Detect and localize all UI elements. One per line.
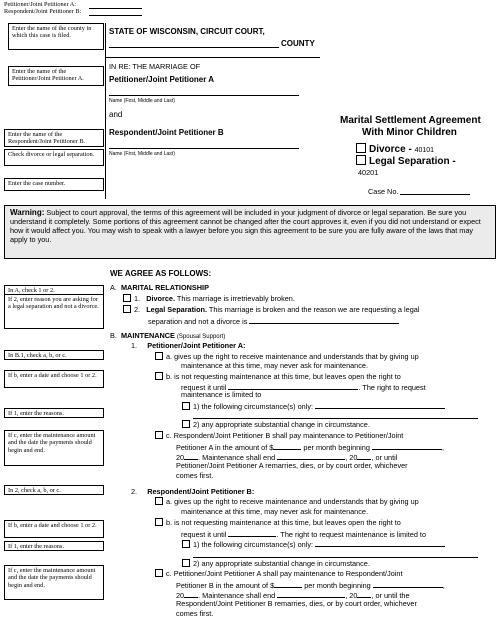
b1b-option-1-text: 1) the following circumstance(s) only: <box>193 402 314 411</box>
a2-checkbox[interactable] <box>123 305 131 313</box>
in-re-label: IN RE: THE MARRIAGE OF <box>109 62 201 71</box>
sidenote-b2-check: In 2, check a, b, or c. <box>4 485 104 495</box>
sidenote-a-check: In A, check 1 or 2. <box>4 285 104 295</box>
sidenote-divorce-check: Check divorce or legal separation. <box>4 149 104 166</box>
b2-num: 2. <box>131 487 138 496</box>
b2c-text-3a: 20 <box>176 591 185 600</box>
b1b-row[interactable] <box>155 372 401 381</box>
b1a-row[interactable] <box>155 352 419 361</box>
a2-label: Legal Separation. <box>146 305 208 314</box>
sidenote-b1-reasons: If 1, enter the reasons. <box>4 408 104 418</box>
b1b-text-2a: request it until <box>181 383 227 392</box>
b2b-option-2[interactable] <box>182 559 370 568</box>
b1c-text-1: c. Respondent/Joint Petitioner B shall pay maintenance to Petitioner/Joint <box>166 431 404 440</box>
b1b-circumstances-line-2[interactable] <box>193 418 478 419</box>
divorce-code: 40101 <box>414 147 435 154</box>
sidenote-b1-check: In B.1, check a, b, or c. <box>4 350 104 360</box>
b1c-checkbox[interactable] <box>155 431 163 439</box>
separation-label: Legal Separation - <box>369 156 456 167</box>
county-line[interactable] <box>109 47 279 48</box>
b2b-text-2a: request it until <box>181 530 227 539</box>
agree-heading: WE AGREE AS FOLLOWS: <box>110 269 212 278</box>
a1-num: 1. <box>134 294 141 303</box>
b1c-text-4: Petitioner/Joint Petitioner A remarries, dies, or by court order, whichever <box>176 461 408 470</box>
b2-title: Respondent/Joint Petitioner B: <box>147 487 255 496</box>
sidenote-b2-c: If c, enter the maintenance amount and the date the payments should begin and end. <box>4 565 104 600</box>
b1c-amount-blank[interactable] <box>273 441 301 450</box>
a2-row[interactable] <box>123 305 419 314</box>
b1b-circumstances-blank[interactable] <box>315 400 445 409</box>
sidenote-b2-date: If b, enter a date and choose 1 or 2. <box>4 520 104 538</box>
b2b-option-1-checkbox[interactable] <box>182 540 190 548</box>
separation-option[interactable] <box>356 155 456 168</box>
b1c-text-2b: per month beginning <box>303 443 370 452</box>
b1b-option-1-checkbox[interactable] <box>182 402 190 410</box>
b2c-end-blank[interactable] <box>277 589 345 598</box>
section-a-letter: A. <box>110 283 117 292</box>
b1b-until-blank[interactable] <box>228 381 358 390</box>
b2c-begin-year-blank[interactable] <box>184 589 198 598</box>
b1a-checkbox[interactable] <box>155 352 163 360</box>
caption-divider <box>105 23 106 199</box>
section-b-subtitle: (Spousal Support) <box>176 334 226 340</box>
b2a-checkbox[interactable] <box>155 497 163 505</box>
b1b-option-2[interactable] <box>182 420 370 429</box>
b1c-text-3c: , 20 <box>345 453 358 462</box>
sidenote-case-number: Enter the case number. <box>4 178 104 191</box>
b1c-row[interactable] <box>155 431 403 440</box>
b1b-text-3: maintenance is limited to <box>181 390 262 399</box>
b2c-text-1: c. Petitioner/Joint Petitioner A shall pay maintenance to Respondent/Joint <box>166 569 403 578</box>
b1-num: 1. <box>131 341 138 350</box>
sidenote-county: Enter the name of the county in which this case is filed. <box>8 23 104 50</box>
b2c-text-5: comes first. <box>176 609 214 618</box>
sidenote-b2-reasons: If 1, enter the reasons. <box>4 541 104 551</box>
b1c-text-3a: 20 <box>176 453 185 462</box>
a2-text: This marriage is broken and the reason we are requesting a legal <box>208 305 420 314</box>
petitioner-name-value: Petitioner/Joint Petitioner A <box>109 75 215 84</box>
name-hint-2: Name (First, Middle and Last) <box>109 151 175 157</box>
b2b-text-2b: . The right to request maintenance is limited to <box>276 530 426 539</box>
a2-reason-blank[interactable] <box>249 315 399 324</box>
b1-heading <box>131 341 245 350</box>
state-court-label: STATE OF WISCONSIN, CIRCUIT COURT, <box>109 27 265 36</box>
b1c-row-2: Petitioner A in the amount of $ per month beginning , <box>176 443 444 452</box>
b1a-text-2: maintenance at this time, may never ask for maintenance. <box>181 361 368 370</box>
b2b-circumstances-blank[interactable] <box>315 538 445 547</box>
caption-rule-1 <box>105 57 320 58</box>
b1b-option-2-text: 2) any appropriate substantial change in circumstance. <box>193 420 370 429</box>
b1a-text-1: a. gives up the right to receive maintenance and understands that by giving up <box>166 352 419 361</box>
b1c-end-year-blank[interactable] <box>357 451 371 460</box>
b1c-text-5: comes first. <box>176 471 214 480</box>
b1c-text-3b: . Maintenance shall end <box>198 453 276 462</box>
sidenote-b1-c: If c, enter the maintenance amount and the date the payments should begin and end. <box>4 430 104 466</box>
b2c-text-3b: . Maintenance shall end <box>198 591 276 600</box>
b2a-text-1: a. gives up the right to receive maintenance and understands that by giving up <box>166 497 419 506</box>
b2c-text-2a: Petitioner B in the amount of $ <box>176 581 275 590</box>
b1b-text-1: b. is not requesting maintenance at this time, but leaves open the right to <box>166 372 401 381</box>
petitioner-name-line[interactable] <box>109 95 299 96</box>
b2b-text-1: b. is not requesting maintenance at this time, but leaves open the right to <box>166 518 401 527</box>
b2c-text-2b: per month beginning <box>304 581 371 590</box>
b1b-checkbox[interactable] <box>155 372 163 380</box>
a2-row-2 <box>148 315 399 326</box>
warning-text: Subject to court approval, the terms of this agreement will be included in your judgment of divorce or legal separation. Be sure you understand it completely. Some portions of this agreement cannot be changed after the court approves it, even if you did not understand or expect how it would affect you. You may wish to speak with a lawyer before you sign this agreement to be sure you are fully aware of the laws that may apply to you. <box>10 208 481 245</box>
case-no-label: Case No. <box>368 187 399 196</box>
sidenote-a-reason: If 2, enter reason you are asking for a legal separation and not a divorce. <box>4 294 104 329</box>
b2c-text-3d: , or until the <box>371 591 410 600</box>
b2-heading <box>131 487 254 496</box>
case-no-line[interactable] <box>400 194 470 195</box>
section-a-heading <box>110 283 209 292</box>
a2-num: 2. <box>134 305 141 314</box>
sidenote-respondent-name: Enter the name of the Respondent/Joint Petitioner B. <box>4 129 104 147</box>
section-b-title: MAINTENANCE <box>120 331 175 340</box>
respondent-name-line[interactable] <box>109 148 299 149</box>
b1b-option-2-checkbox[interactable] <box>182 420 190 428</box>
b1c-text-3d: , or until <box>371 453 398 462</box>
sidenote-b1-date: If b, enter a date and choose 1 or 2. <box>4 370 104 388</box>
b2b-option-2-text: 2) any appropriate substantial change in circumstance. <box>193 559 370 568</box>
warning-label: Warning: <box>10 208 45 217</box>
respondent-name-value: Respondent/Joint Petitioner B <box>109 128 224 137</box>
separation-checkbox[interactable] <box>356 155 366 165</box>
county-label: COUNTY <box>281 39 315 48</box>
b2c-amount-blank[interactable] <box>274 579 302 588</box>
b1c-begin-blank[interactable] <box>372 441 442 450</box>
a1-text: This marriage is irretrievably broken. <box>176 294 295 303</box>
divorce-label: Divorce - <box>369 144 412 155</box>
divorce-checkbox[interactable] <box>356 143 366 153</box>
separation-code: 40201 <box>358 168 379 177</box>
b2b-until-blank[interactable] <box>228 528 276 537</box>
form-title: Marital Settlement Agreement <box>340 115 481 126</box>
b2a-row[interactable] <box>155 497 419 506</box>
b2c-row-2: Petitioner B in the amount of $ per month beginning , <box>176 581 445 590</box>
b2b-checkbox[interactable] <box>155 518 163 526</box>
petitioner-header-label: Petitioner/Joint Petitioner A: <box>4 1 77 8</box>
sidenote-petitioner-name: Enter the name of the Petitioner/Joint Petitioner A. <box>8 66 104 86</box>
a1-row[interactable] <box>123 294 295 303</box>
section-b-letter: B. <box>110 331 117 340</box>
warning-box <box>4 205 496 259</box>
respondent-header-label: Respondent/Joint Petitioner B: <box>4 8 82 15</box>
b2a-text-2: maintenance at this time, may never ask for maintenance. <box>181 507 368 516</box>
b1c-end-blank[interactable] <box>277 451 345 460</box>
b2c-end-year-blank[interactable] <box>357 589 371 598</box>
b2c-text-3c: , 20 <box>345 591 358 600</box>
b1-title: Petitioner/Joint Petitioner A: <box>147 341 246 350</box>
petitioner-header-line[interactable] <box>89 8 142 9</box>
b2b-row[interactable] <box>155 518 401 527</box>
form-subtitle: With Minor Children <box>362 127 457 138</box>
b1b-option-1[interactable] <box>182 400 445 411</box>
b2b-option-2-checkbox[interactable] <box>182 559 190 567</box>
b2c-begin-blank[interactable] <box>373 579 443 588</box>
b2c-text-4: Respondent/Joint Petitioner B remarries, dies, or by court order, whichever <box>176 599 417 608</box>
b2b-option-1-text: 1) the following circumstance(s) only: <box>193 540 314 549</box>
a1-label: Divorce. <box>146 294 175 303</box>
b1b-text-2b: . The right to request <box>358 383 426 392</box>
a2-text-2: separation and not a divorce is <box>148 317 248 326</box>
section-a-title: MARITAL RELATIONSHIP <box>120 283 209 292</box>
b2c-row[interactable] <box>155 569 402 578</box>
b2b-circumstances-line-2[interactable] <box>193 557 478 558</box>
b2b-option-1[interactable] <box>182 538 445 549</box>
b1c-text-2a: Petitioner A in the amount of $ <box>176 443 274 452</box>
b1c-begin-year-blank[interactable] <box>184 451 198 460</box>
respondent-header-line[interactable] <box>89 15 142 16</box>
a1-checkbox[interactable] <box>123 294 131 302</box>
and-label: and <box>109 110 123 119</box>
name-hint-1: Name (First, Middle and Last) <box>109 98 175 104</box>
b2c-checkbox[interactable] <box>155 569 163 577</box>
